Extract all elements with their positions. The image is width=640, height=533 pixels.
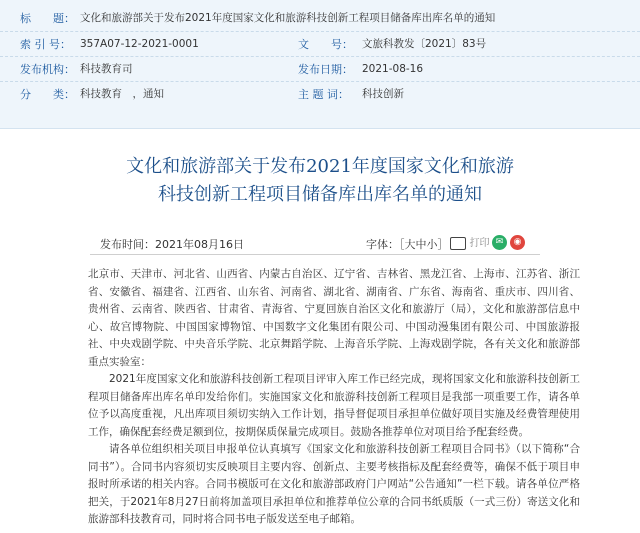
docno-label: 文 号： bbox=[298, 38, 353, 51]
meta-row-org bbox=[0, 56, 640, 82]
article-body bbox=[88, 266, 580, 529]
topic-value: 科技创新 bbox=[362, 88, 404, 100]
divider bbox=[90, 254, 540, 255]
topic-label: 主 题 词： bbox=[298, 88, 349, 101]
metadata-panel bbox=[0, 0, 640, 129]
date-label: 发布日期： bbox=[298, 63, 353, 76]
paragraph-2: 2021年度国家文化和旅游科技创新工程项目评审入库工作已经完成，现将国家文化和旅游科技创新工程项目储备库出库名单印发给你们。实施国家文化和旅游科技创新工程项目是我部一项重要工作，请各单位予以高度重视，凡出库项目须切实纳入工作计划，指导督促项目承担单位做好项目实施及经费管理使用工作，确保配套经费足额到位，按期保质保量完成项目。鼓励各推荐单位对项目给予配套经费。 bbox=[88, 373, 580, 438]
meta-row-category bbox=[0, 81, 640, 107]
printer-icon bbox=[450, 237, 466, 250]
paragraph-3: 请各单位组织相关项目申报单位认真填写《国家文化和旅游科技创新工程项目合同书》（以下简称“合同书”）。合同书内容须切实反映项目主要内容、创新点、主要考核指标及配套经费等，确保不低于项目申报时所承诺的相关内容。合同书模版可在文化和旅游部政府门户网站“公告通知”一栏下载。请各单位严格把关，于2021年8月27日前将加盖项目承担单位和推荐单位公章的合同书纸质版（一式三份）寄送文化和旅游部科技教育司，同时将合同书电子版发送至电子邮箱。 bbox=[88, 443, 580, 525]
index-label: 索 引 号： bbox=[20, 38, 71, 51]
page-title-line-1: 文化和旅游部关于发布2021年度国家文化和旅游 bbox=[126, 156, 514, 177]
index-value: 357A07-12-2021-0001 bbox=[80, 38, 199, 50]
font-size-selector[interactable]: 字体：［大中小］ bbox=[366, 238, 449, 251]
meta-row-title bbox=[0, 6, 640, 31]
print-button[interactable] bbox=[450, 234, 490, 250]
print-label: 打印 bbox=[469, 238, 490, 249]
docno-value: 文旅科教发〔2021〕83号 bbox=[362, 38, 487, 50]
date-value: 2021-08-16 bbox=[362, 63, 424, 75]
meta-row-index bbox=[0, 31, 640, 57]
publish-date: 发布时间：2021年08月16日 bbox=[100, 238, 244, 251]
org-value: 科技教育司 bbox=[80, 63, 133, 75]
title-label: 标 题： bbox=[20, 12, 75, 25]
category-label: 分 类： bbox=[20, 88, 75, 101]
page-title-line-2: 科技创新工程项目储备库出库名单的通知 bbox=[158, 184, 482, 205]
title-value: 文化和旅游部关于发布2021年度国家文化和旅游科技创新工程项目储备库出库名单的通知 bbox=[80, 12, 496, 24]
recipient-paragraph: 北京市、天津市、河北省、山西省、内蒙古自治区、辽宁省、吉林省、黑龙江省、上海市、江苏省、浙江省、安徽省、福建省、江西省、山东省、河南省、湖北省、湖南省、广东省、海南省、重庆市、四川省、贵州省、云南省、陕西省、甘肃省、青海省、宁夏回族自治区文化和旅游厅（局），文化和旅游部信息中心、故宫博物院、中国国家博物馆、中国数字文化集团有限公司、中国动漫集团有限公司、中国旅游报社、中央戏剧学院、中央音乐学院、北京舞蹈学院、上海音乐学院、上海戏剧学院，各有关文化和旅游部重点实验室： bbox=[88, 268, 580, 368]
weibo-share-icon[interactable]: ◉ bbox=[510, 235, 525, 250]
category-value: 科技教育 ，通知 bbox=[80, 88, 164, 100]
wechat-share-icon[interactable]: ✉ bbox=[492, 235, 507, 250]
publish-bar bbox=[100, 233, 530, 253]
org-label: 发布机构： bbox=[20, 63, 75, 76]
